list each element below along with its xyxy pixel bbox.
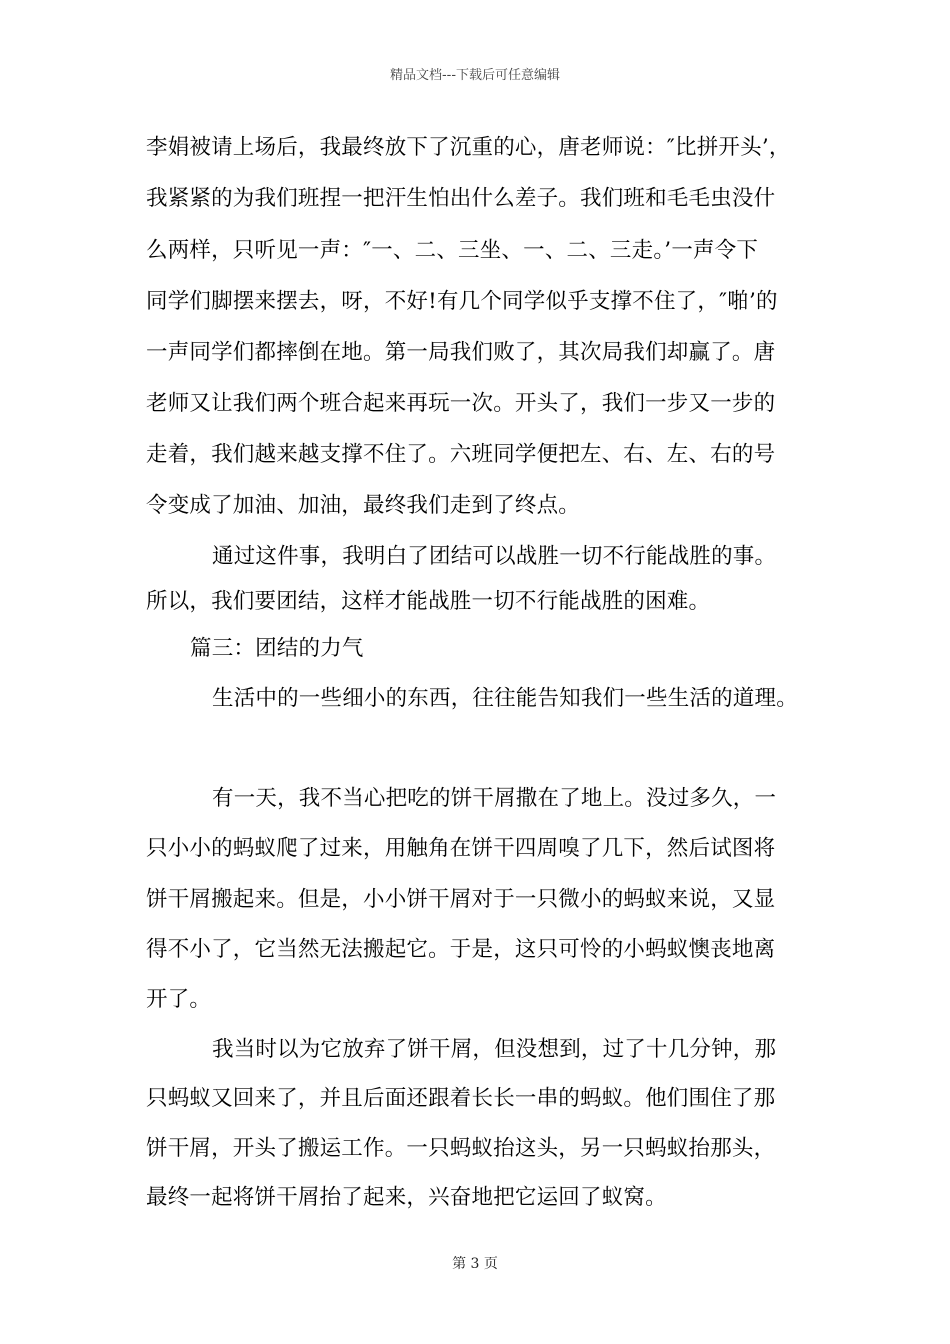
text-line: 得不小了，它当然无法搬起它。于是，这只可怜的小蚂蚁懊丧地离 xyxy=(146,937,776,962)
text-line: 只小小的蚂蚁爬了过来，用触角在饼干四周嗅了几下，然后试图将 xyxy=(146,836,776,861)
text-line: 走着，我们越来越支撑不住了。六班同学便把左、右、左、右的号 xyxy=(146,442,776,467)
text-line: 一声同学们都摔倒在地。第一局我们败了，其次局我们却赢了。唐 xyxy=(146,340,776,365)
text-line: 我紧紧的为我们班捏一把汗生怕出什么差子。我们班和毛毛虫没什 xyxy=(146,186,776,211)
text-line: 我当时以为它放弃了饼干屑，但没想到，过了十几分钟，那 xyxy=(212,1037,777,1062)
text-line: 有一天，我不当心把吃的饼干屑撒在了地上。没过多久，一 xyxy=(212,786,777,811)
text-line: 李娟被请上场后，我最终放下了沉重的心，唐老师说：″比拼开头’， xyxy=(146,135,791,160)
text-line: 生活中的一些细小的东西，往往能告知我们一些生活的道理。 xyxy=(212,686,798,711)
page-number: 第 3 页 xyxy=(452,1256,498,1272)
text-line: 饼干屑，开头了搬运工作。一只蚂蚁抬这头，另一只蚂蚁抬那头， xyxy=(146,1136,776,1161)
page-header: 精品文档---下载后可任意编辑 xyxy=(389,68,561,83)
text-line: 老师又让我们两个班合起来再玩一次。开头了，我们一步又一步的 xyxy=(146,391,776,416)
text-line: 么两样，只听见一声：″一、二、三坐、一、二、三走。’一声令下 xyxy=(146,238,759,263)
text-line: 饼干屑搬起来。但是，小小饼干屑对于一只微小的蚂蚁来说，又显 xyxy=(146,887,776,912)
text-line: 同学们脚摆来摆去，呀，不好!有几个同学似乎支撑不住了，″啪’的 xyxy=(146,289,778,314)
text-line: 开了。 xyxy=(146,987,212,1012)
text-line: 令变成了加油、加油，最终我们走到了终点。 xyxy=(146,493,581,518)
section-heading: 篇三：团结的力气 xyxy=(190,636,364,661)
text-line: 只蚂蚁又回来了，并且后面还跟着长长一串的蚂蚁。他们围住了那 xyxy=(146,1086,776,1111)
text-line: 最终一起将饼干屑抬了起来，兴奋地把它运回了蚁窝。 xyxy=(146,1185,667,1210)
text-line: 所以，我们要团结，这样才能战胜一切不行能战胜的困难。 xyxy=(146,589,711,614)
text-line: 通过这件事，我明白了团结可以战胜一切不行能战胜的事。 xyxy=(212,544,777,569)
